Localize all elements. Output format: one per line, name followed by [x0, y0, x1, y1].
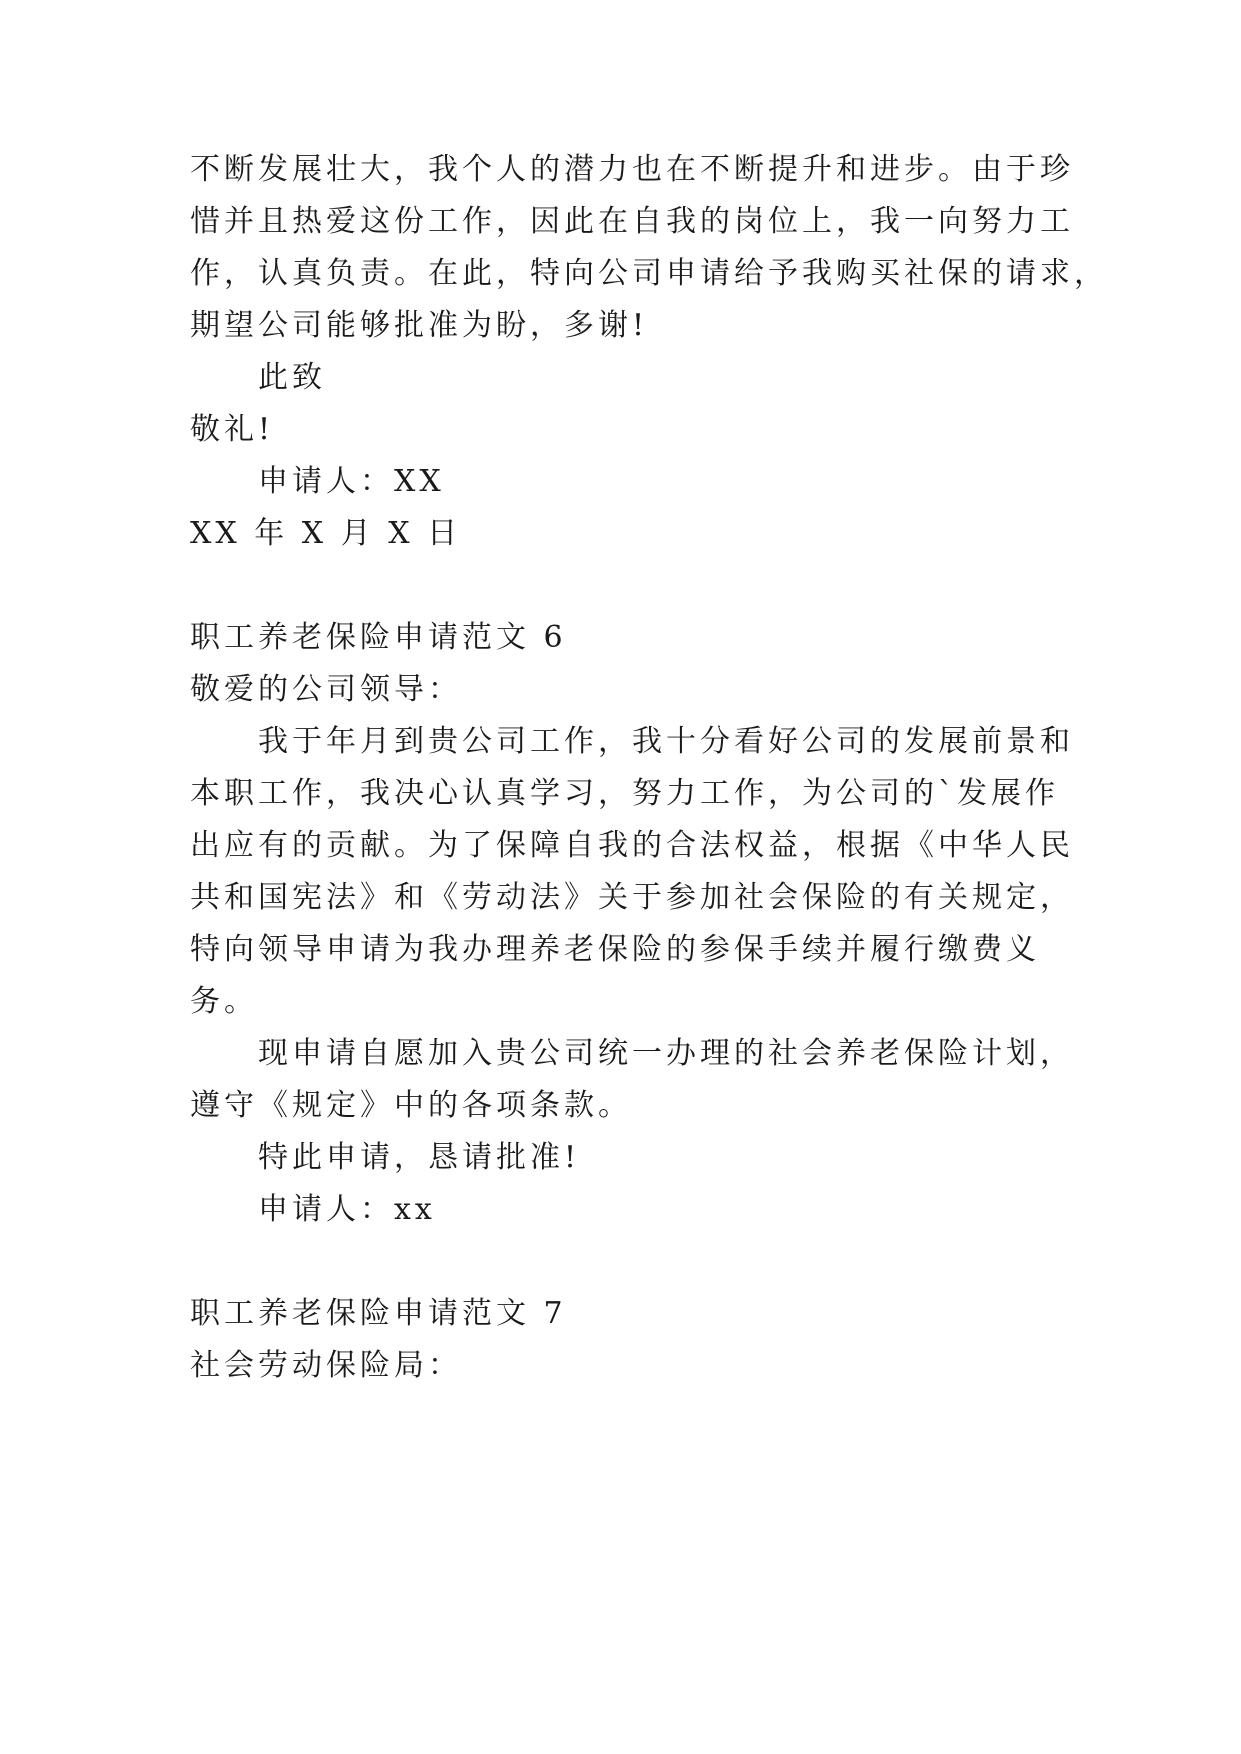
closing-text: 特此申请，恳请批准!	[258, 1140, 581, 1175]
paragraph-line: 不断发展壮大，我个人的潜力也在不断提升和进步。由于珍	[190, 152, 1074, 187]
paragraph-line: 期望公司能够批准为盼，多谢!	[190, 308, 649, 343]
applicant-signature: 申请人：xx	[258, 1192, 436, 1227]
paragraph-line: 作，认真负责。在此，特向公司申请给予我购买社保的请求，	[190, 256, 1108, 291]
greeting: 社会劳动保险局：	[190, 1348, 462, 1383]
paragraph-line: 特向领导申请为我办理养老保险的参保手续并履行缴费义	[190, 932, 1040, 967]
section-title: 职工养老保险申请范文 7	[190, 1296, 567, 1331]
paragraph-line: 共和国宪法》和《劳动法》关于参加社会保险的有关规定，	[190, 880, 1074, 915]
paragraph-line: 务。	[190, 984, 258, 1019]
paragraph-line: 现申请自愿加入贵公司统一办理的社会养老保险计划，	[258, 1036, 1074, 1071]
paragraph-line: 惜并且热爱这份工作，因此在自我的岗位上，我一向努力工	[190, 204, 1074, 239]
applicant-signature: 申请人：XX	[258, 464, 445, 499]
paragraph-line: 出应有的贡献。为了保障自我的合法权益，根据《中华人民	[190, 828, 1074, 863]
date-line: XX 年 X 月 X 日	[190, 516, 462, 551]
paragraph-line: 遵守《规定》中的各项条款。	[190, 1088, 632, 1123]
closing-text: 此致	[258, 360, 326, 395]
greeting: 敬爱的公司领导：	[190, 672, 462, 707]
section-title: 职工养老保险申请范文 6	[190, 620, 567, 655]
salutation: 敬礼!	[190, 412, 275, 447]
paragraph-line: 本职工作，我决心认真学习，努力工作，为公司的`发展作	[190, 776, 1059, 811]
paragraph-line: 我于年月到贵公司工作，我十分看好公司的发展前景和	[258, 724, 1074, 759]
